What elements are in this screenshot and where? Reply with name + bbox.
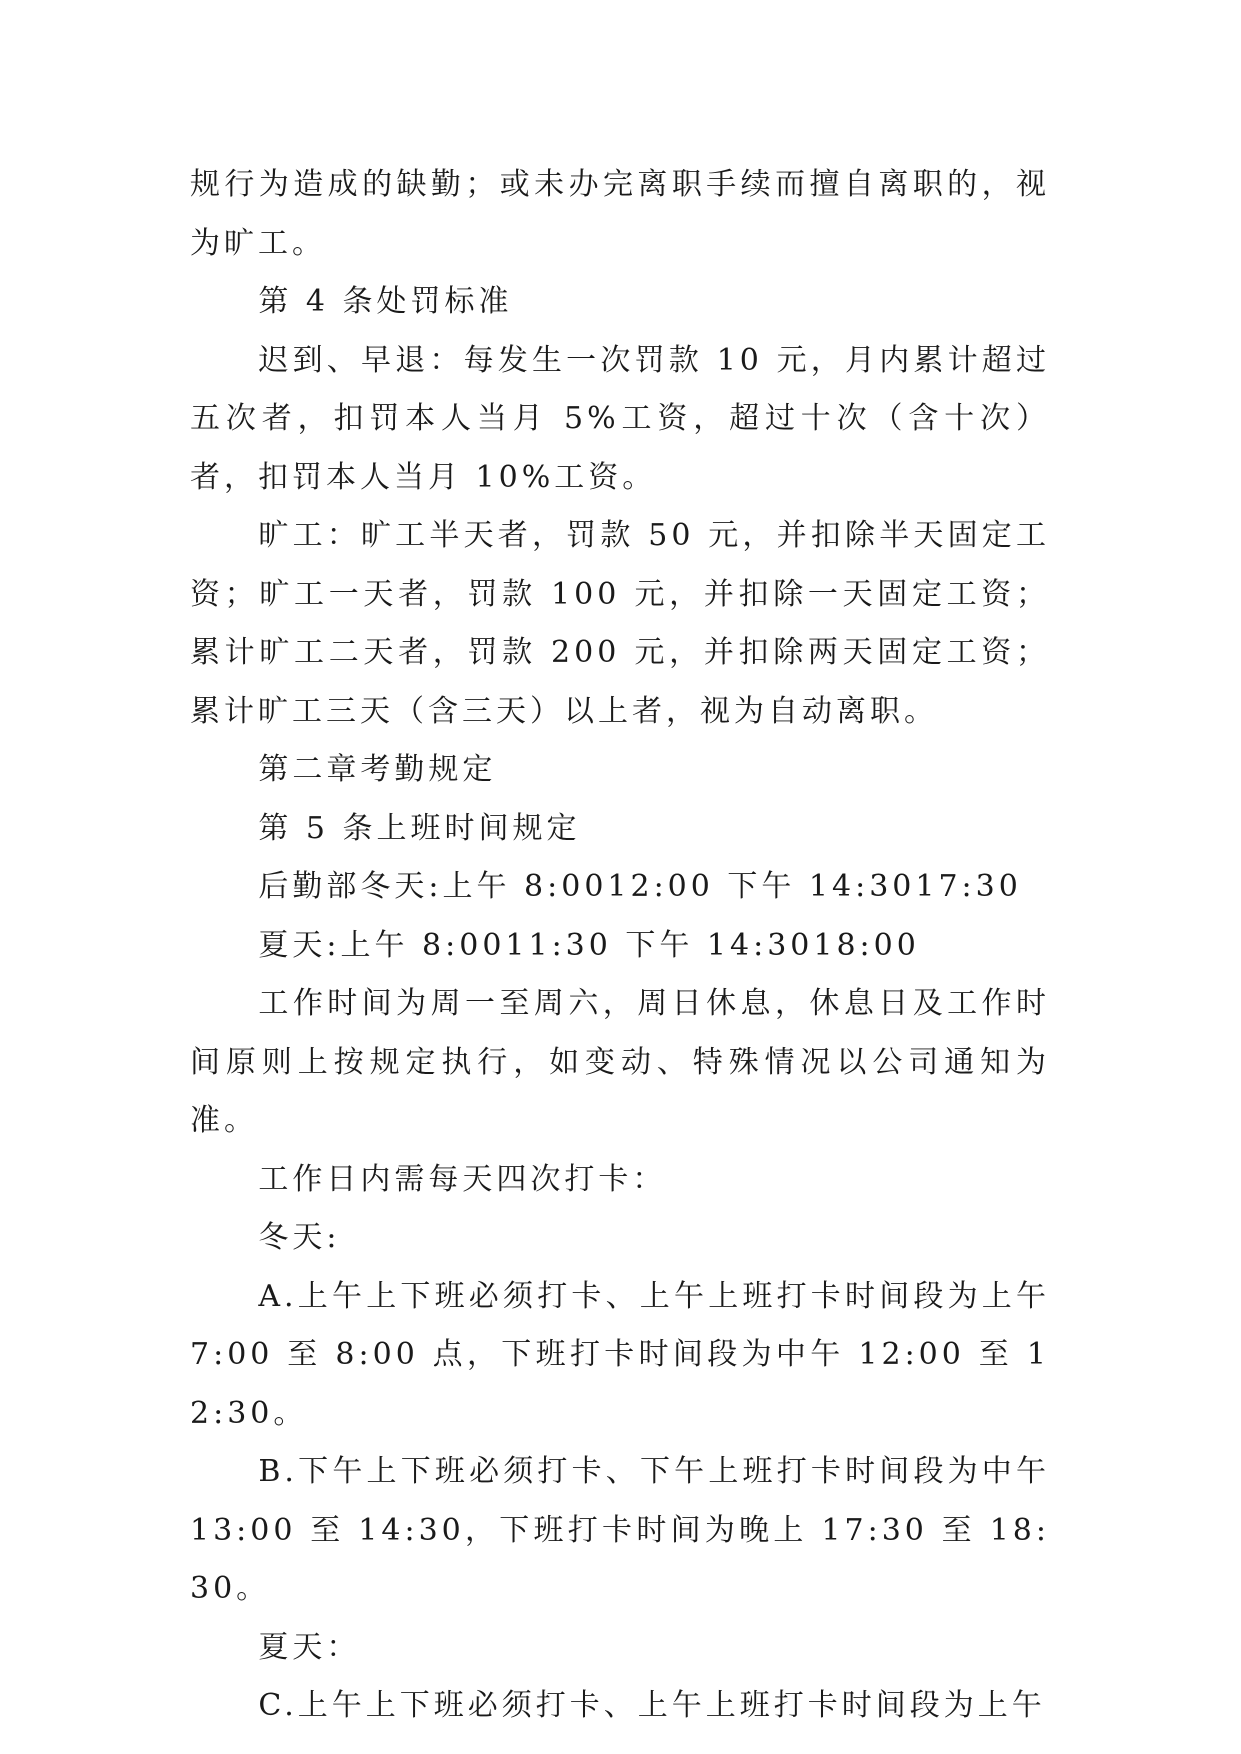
heading-article-5: 第 5 条上班时间规定	[258, 810, 581, 846]
subheading-winter: 冬天:	[258, 1220, 341, 1255]
paragraph-item-c: C.上午上下班必须打卡、上午上班打卡时间段为上午	[258, 1688, 1046, 1723]
document-body	[190, 156, 1050, 1736]
paragraph-item-a: A.上午上下班必须打卡、上午上班打卡时间段为上午 7:00 至 8:00 点，下班打卡时间段为中午 12:00 至 12:30。	[190, 1278, 1050, 1431]
heading-article-4: 第 4 条处罚标准	[258, 284, 513, 319]
paragraph-work-days: 工作时间为周一至周六，周日休息，休息日及工作时间原则上按规定执行，如变动、特殊情况以公司通知为准。	[190, 986, 1050, 1138]
paragraph-summer-hours: 夏天:上午 8:0011:30 下午 14:3018:00	[258, 927, 920, 963]
paragraph-absence-definition: 规行为造成的缺勤；或未办完离职手续而擅自离职的，视为旷工。	[190, 167, 1050, 261]
paragraph-winter-hours: 后勤部冬天:上午 8:0012:00 下午 14:3017:30	[258, 869, 1022, 904]
heading-chapter-2: 第二章考勤规定	[258, 752, 497, 787]
subheading-summer: 夏天：	[258, 1629, 361, 1665]
paragraph-clock-in-count: 工作日内需每天四次打卡：	[258, 1161, 667, 1197]
paragraph-item-b: B.下午上下班必须打卡、下午上班打卡时间段为中午 13:00 至 14:30，下班打卡时间为晚上 17:30 至 18:30。	[190, 1454, 1050, 1606]
paragraph-absence-penalty: 旷工：旷工半天者，罚款 50 元，并扣除半天固定工资；旷工一天者，罚款 100 元，并扣除一天固定工资；累计旷工二天者，罚款 200 元，并扣除两天固定工资；累计旷工三天（含三天）以上者，视为自动离职。	[190, 518, 1050, 729]
paragraph-late-early-penalty: 迟到、早退：每发生一次罚款 10 元，月内累计超过五次者，扣罚本人当月 5%工资，超过十次（含十次）者，扣罚本人当月 10%工资。	[190, 342, 1050, 495]
